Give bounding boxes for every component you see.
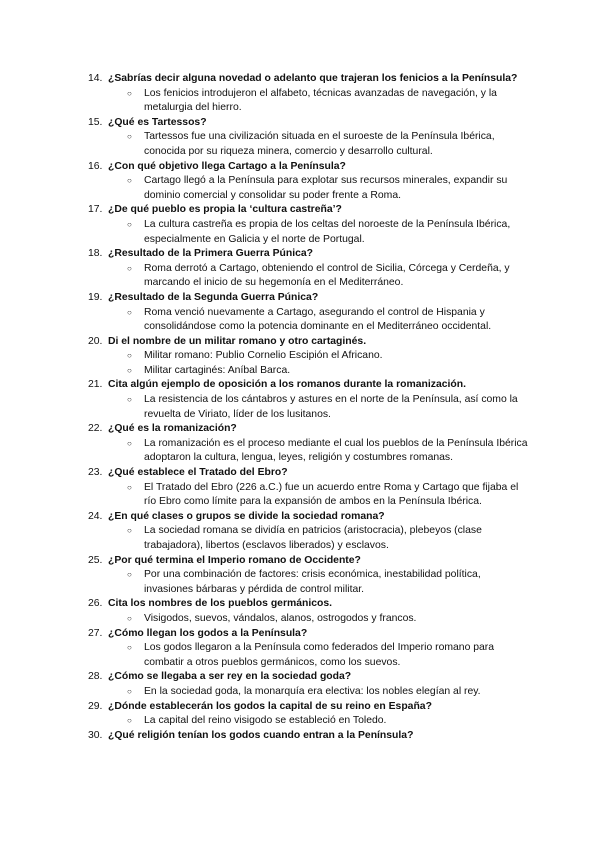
question-number: 28. <box>88 671 103 683</box>
question-item <box>88 247 528 291</box>
answer-text: Roma venció nuevamente a Cartago, asegurando el control de Hispania y consolidándose como la potencia dominante en el Mediterráneo occidental. <box>144 306 492 333</box>
hollow-circle-bullet-icon: ○ <box>127 176 132 186</box>
answer-text: Militar cartaginés: Aníbal Barca. <box>144 364 291 376</box>
question-text: Cita los nombres de los pueblos germánicos. <box>108 598 333 610</box>
hollow-circle-bullet-icon: ○ <box>127 219 132 229</box>
answer-list <box>88 262 528 291</box>
hollow-circle-bullet-icon: ○ <box>127 365 132 375</box>
question-number: 18. <box>88 248 103 260</box>
question-item <box>88 72 528 116</box>
question-text: ¿Qué es Tartessos? <box>108 116 207 128</box>
answer-list <box>88 393 528 422</box>
question-item <box>88 116 528 160</box>
question-item <box>88 510 528 554</box>
answer-item <box>88 524 528 553</box>
hollow-circle-bullet-icon: ○ <box>127 526 132 536</box>
question-item <box>88 160 528 204</box>
hollow-circle-bullet-icon: ○ <box>127 716 132 726</box>
hollow-circle-bullet-icon: ○ <box>127 686 132 696</box>
hollow-circle-bullet-icon: ○ <box>127 263 132 273</box>
answer-item <box>88 685 528 700</box>
answer-text: La capital del reino visigodo se estableció en Toledo. <box>144 715 387 727</box>
question-number: 26. <box>88 598 103 610</box>
question-text: ¿Qué es la romanización? <box>108 423 237 435</box>
hollow-circle-bullet-icon: ○ <box>127 643 132 653</box>
question-item <box>88 203 528 247</box>
question-text: ¿Resultado de la Primera Guerra Púnica? <box>108 248 313 260</box>
answer-text: Visigodos, suevos, vándalos, alanos, ostrogodos y francos. <box>144 612 417 624</box>
answer-text: La cultura castreña es propia de los celtas del noroeste de la Península Ibérica, especialmente en Galicia y el norte de Portugal. <box>144 218 511 245</box>
question-item <box>88 597 528 626</box>
answer-list <box>88 306 528 335</box>
question-number: 15. <box>88 116 103 128</box>
answer-item <box>88 262 528 291</box>
hollow-circle-bullet-icon: ○ <box>127 132 132 142</box>
question-text: ¿Por qué termina el Imperio romano de Occidente? <box>108 554 361 566</box>
answer-list <box>88 612 528 627</box>
answer-list <box>88 87 528 116</box>
question-text: ¿De qué pueblo es propia la ‘cultura castreña’? <box>108 204 342 216</box>
question-item <box>88 422 528 466</box>
question-item <box>88 466 528 510</box>
question-number: 21. <box>88 379 103 391</box>
question-text: Di el nombre de un militar romano y otro cartaginés. <box>108 335 367 347</box>
hollow-circle-bullet-icon: ○ <box>127 395 132 405</box>
question-number: 25. <box>88 554 103 566</box>
question-number: 20. <box>88 335 103 347</box>
answer-text: En la sociedad goda, la monarquía era electiva: los nobles elegían al rey. <box>144 685 481 697</box>
answer-text: Militar romano: Publio Cornelio Escipión el Africano. <box>144 350 383 362</box>
answer-list <box>88 685 528 700</box>
answer-item <box>88 349 528 364</box>
answer-item <box>88 393 528 422</box>
answer-item <box>88 218 528 247</box>
answer-list <box>88 641 528 670</box>
question-text: ¿Qué establece el Tratado del Ebro? <box>108 467 288 479</box>
answer-item <box>88 174 528 203</box>
question-number: 14. <box>88 73 103 84</box>
answer-text: Los fenicios introdujeron el alfabeto, técnicas avanzadas de navegación, y la metalurgia del hierro. <box>144 87 497 114</box>
hollow-circle-bullet-icon: ○ <box>127 570 132 580</box>
answer-text: La resistencia de los cántabros y astures en el norte de la Península, así como la revuelta de Viriato, líder de los lusitanos. <box>144 394 518 420</box>
answer-list <box>88 524 528 553</box>
answer-item <box>88 130 528 159</box>
answer-text: Cartago llegó a la Península para explotar sus recursos minerales, expandir su dominio comercial y consolidar su poder frente a Roma. <box>144 175 508 201</box>
answer-text: Tartessos fue una civilización situada en el suroeste de la Península Ibérica, conocida por su riqueza minera, comercio y desarrollo cultural. <box>144 131 495 157</box>
question-number: 24. <box>88 510 103 522</box>
answer-item <box>88 641 528 670</box>
question-number: 16. <box>88 160 103 172</box>
question-item <box>88 729 528 744</box>
answer-text: La romanización es el proceso mediante el cual los pueblos de la Península Ibérica adoptaron la cultura, lengua, leyes, religión y costumbres romanas. <box>144 437 528 464</box>
question-item <box>88 378 528 422</box>
answer-text: Los godos llegaron a la Península como federados del Imperio romano para combatir a otros pueblos germánicos, como los suevos. <box>144 642 495 668</box>
hollow-circle-bullet-icon: ○ <box>127 482 132 492</box>
question-text: Cita algún ejemplo de oposición a los romanos durante la romanización. <box>108 379 466 391</box>
question-item <box>88 335 528 379</box>
answer-item <box>88 437 528 466</box>
question-text: ¿En qué clases o grupos se divide la sociedad romana? <box>108 510 385 522</box>
question-number: 17. <box>88 204 103 216</box>
question-text: ¿Cómo se llegaba a ser rey en la sociedad goda? <box>108 671 352 683</box>
answer-text: Roma derrotó a Cartago, obteniendo el control de Sicilia, Córcega y Cerdeña, y marcando el inicio de su hegemonía en el Mediterráneo. <box>144 262 510 289</box>
question-number: 27. <box>88 627 103 639</box>
question-text: ¿Dónde establecerán los godos la capital de su reino en España? <box>108 700 432 712</box>
answer-item <box>88 481 528 510</box>
question-number: 30. <box>88 729 103 741</box>
answer-list <box>88 714 528 729</box>
question-text: ¿Resultado de la Segunda Guerra Púnica? <box>108 291 319 303</box>
answer-item <box>88 568 528 597</box>
answer-list <box>88 481 528 510</box>
question-text: ¿Cómo llegan los godos a la Península? <box>108 627 308 639</box>
hollow-circle-bullet-icon: ○ <box>127 438 132 448</box>
answer-item <box>88 364 528 379</box>
question-item <box>88 554 528 598</box>
hollow-circle-bullet-icon: ○ <box>127 307 132 317</box>
answer-list <box>88 174 528 203</box>
answer-list <box>88 218 528 247</box>
question-text: ¿Con qué objetivo llega Cartago a la Península? <box>108 160 346 172</box>
question-item <box>88 700 528 729</box>
hollow-circle-bullet-icon: ○ <box>127 88 132 98</box>
question-text: ¿Qué religión tenían los godos cuando entran a la Península? <box>108 729 414 741</box>
answer-list <box>88 437 528 466</box>
answer-item <box>88 87 528 116</box>
question-item <box>88 627 528 671</box>
answer-text: Por una combinación de factores: crisis económica, inestabilidad política, invasiones bárbaras y pérdida de control militar. <box>144 569 481 595</box>
question-text: ¿Sabrías decir alguna novedad o adelanto que trajeran los fenicios a la Península? <box>108 73 518 84</box>
answer-text: La sociedad romana se dividía en patricios (aristocracia), plebeyos (clase trabajadora), libertos (esclavos liberados) y esclavos. <box>144 525 482 551</box>
question-number: 19. <box>88 291 103 303</box>
question-number: 23. <box>88 467 103 479</box>
question-item <box>88 291 528 335</box>
question-number: 29. <box>88 700 103 712</box>
question-number: 22. <box>88 423 103 435</box>
hollow-circle-bullet-icon: ○ <box>127 613 132 623</box>
hollow-circle-bullet-icon: ○ <box>127 351 132 361</box>
question-item <box>88 670 528 699</box>
answer-list <box>88 568 528 597</box>
answer-item <box>88 306 528 335</box>
answer-item <box>88 612 528 627</box>
answer-item <box>88 714 528 729</box>
question-list <box>88 72 528 743</box>
answer-list <box>88 130 528 159</box>
answer-list <box>88 349 528 378</box>
answer-text: El Tratado del Ebro (226 a.C.) fue un acuerdo entre Roma y Cartago que fijaba el río Ebro como límite para la expansión de ambos en la Península Ibérica. <box>144 481 519 508</box>
